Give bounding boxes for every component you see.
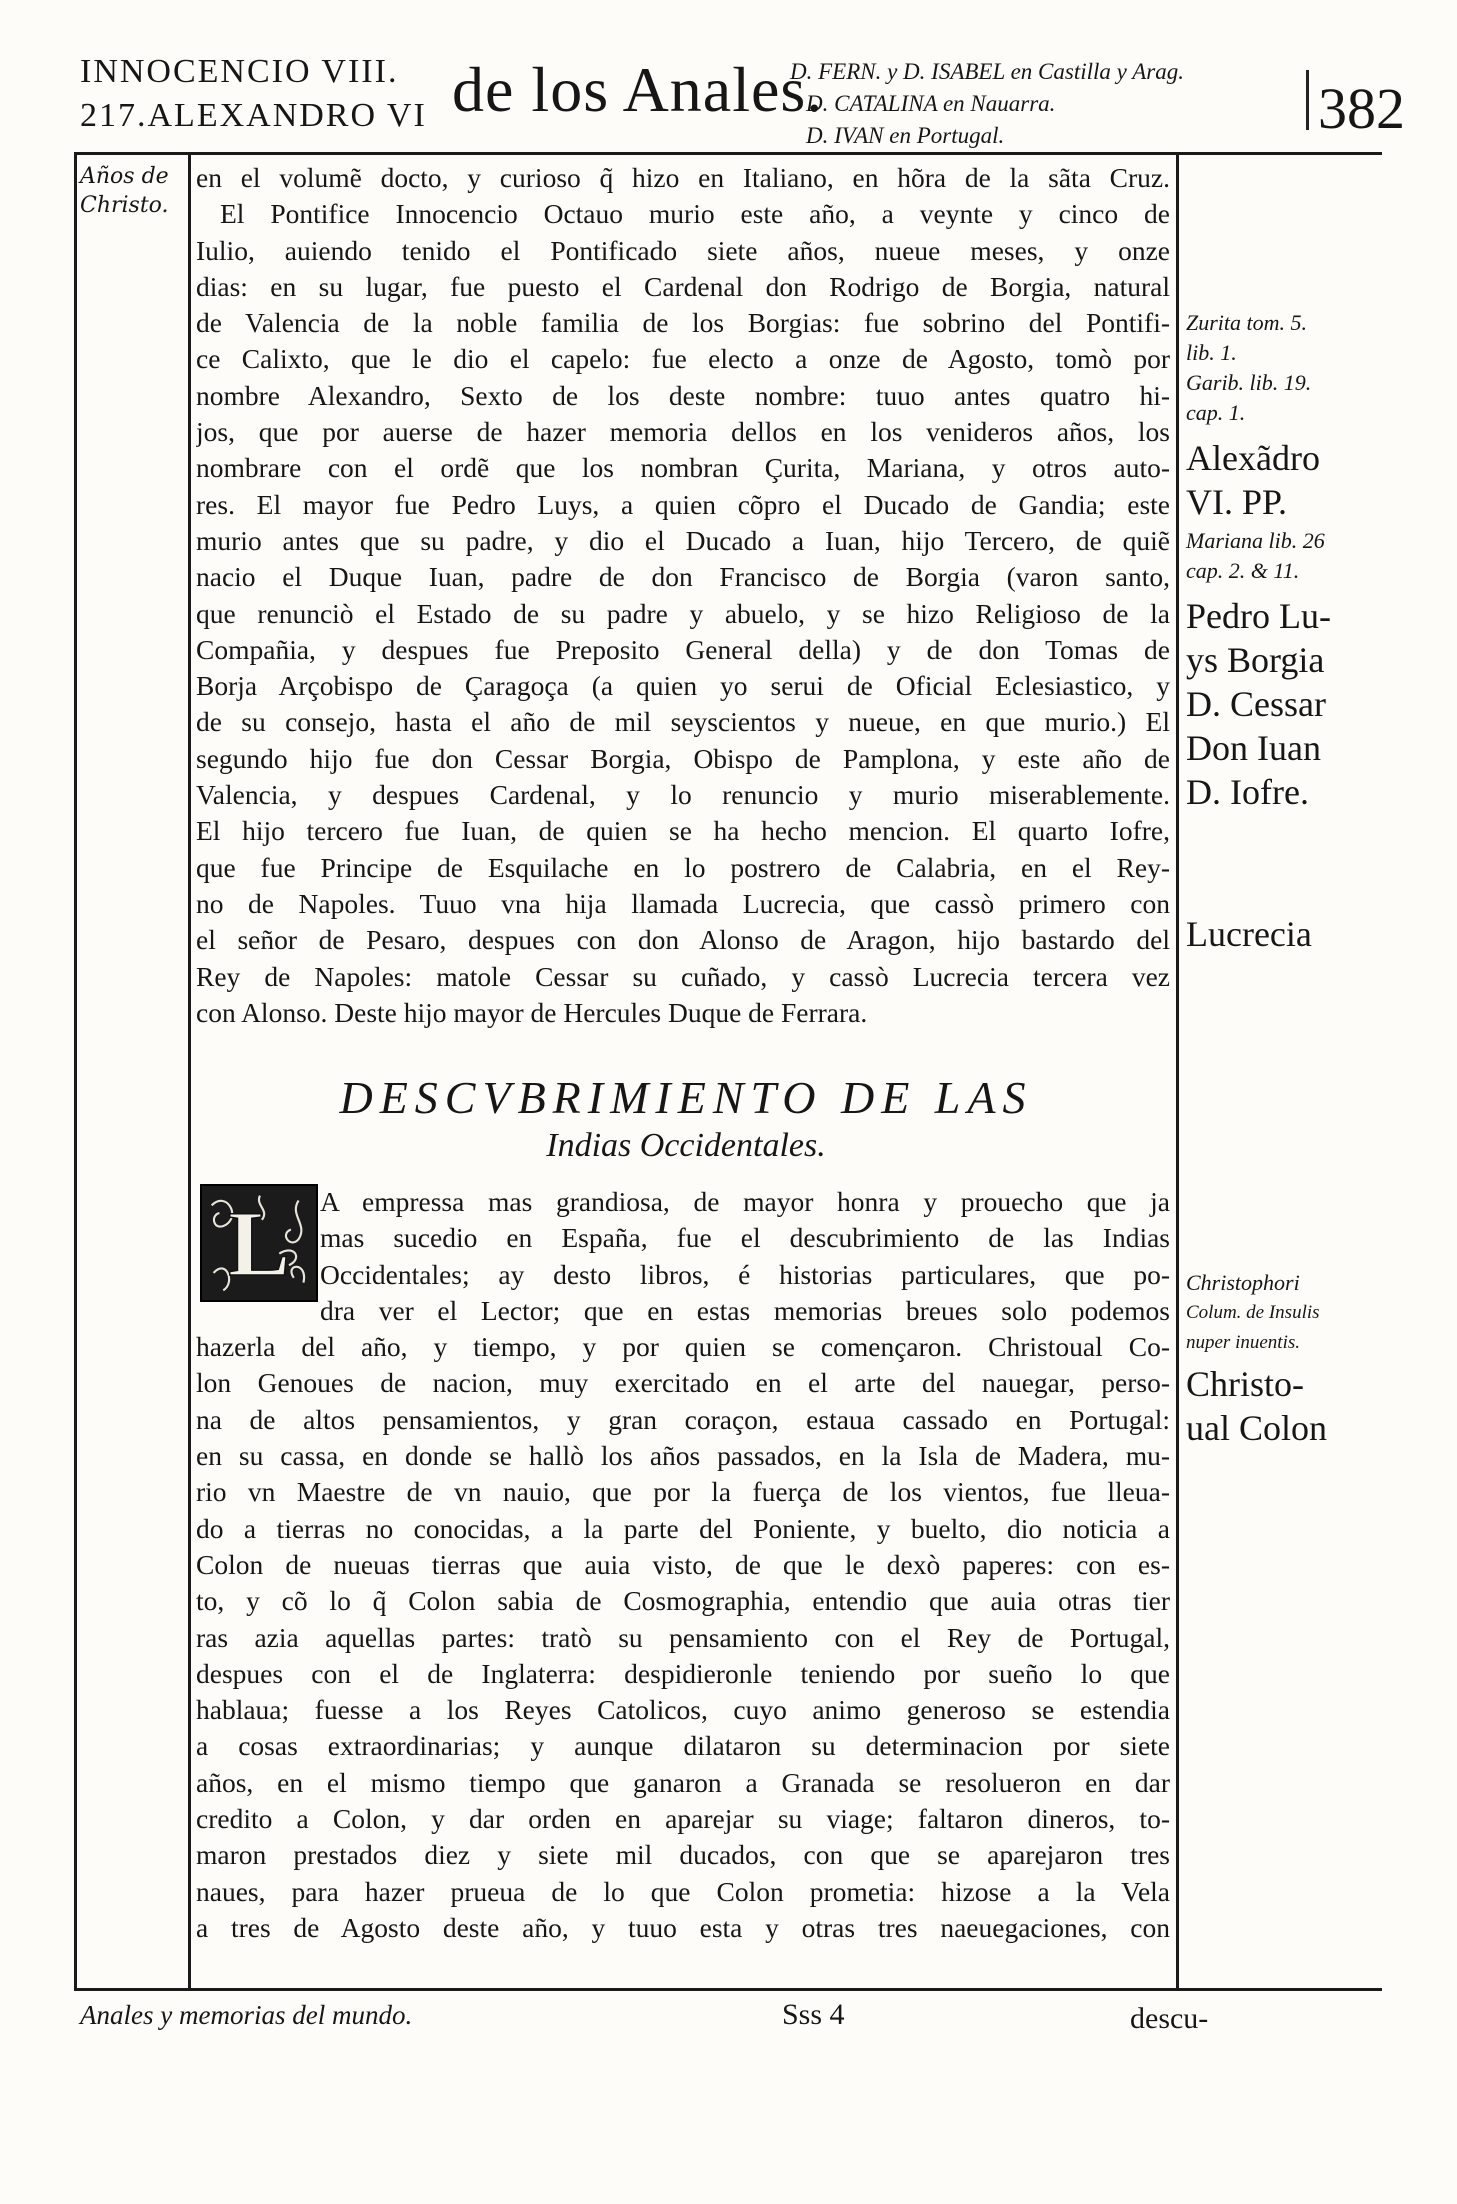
monarchs-line-2: D. CATALINA en Nauarra. (806, 91, 1056, 116)
section-line: A empressa mas grandiosa, de mayor honra y prouecho que ja (320, 1186, 1170, 1217)
body-line: res. El mayor fue Pedro Luys, a quien cõpro el Ducado de Gandia; este (196, 488, 1170, 520)
section-line: naues, para hazer prueua de lo que Colon prometia: hizose a la Vela (196, 1875, 1170, 1907)
bottom-rule (74, 1988, 1382, 1991)
section-line: ras azia aquellas partes: tratò su pensamiento con el Rey de Portugal, (196, 1621, 1170, 1653)
body-line: Rey de Napoles: matole Cessar su cuñado, y cassò Lucrecia tercera vez (196, 960, 1170, 992)
body-line: con Alonso. Deste hijo mayor de Hercules Duque de Ferrara. (196, 996, 868, 1028)
body-line: nombrare con el ordẽ que los nombran Çurita, Mariana, y otros auto- (196, 452, 1170, 484)
section-line: to, y cõ lo q̃ Colon sabia de Cosmographia, entendio que auia otras tier (196, 1585, 1170, 1617)
margin-note-line: Pedro Lu- (1186, 596, 1331, 636)
page-number: 382 (1318, 76, 1405, 141)
margin-note-line: D. Iofre. (1186, 772, 1309, 812)
section-line: Occidentales; ay desto libros, é historias particulares, que po- (320, 1258, 1170, 1290)
section-line: na de altos pensamientos, y gran coraçon, estaua cassado en Portugal: (196, 1403, 1170, 1435)
section-line: años, en el mismo tiempo que ganaron a Granada se resolueron en dar (196, 1766, 1170, 1798)
margin-note-line: Christophori (1186, 1270, 1300, 1295)
monarchs-line-1: D. FERN. y D. ISABEL en Castilla y Arag. (790, 59, 1184, 84)
margin-note-line: nuper inuentis. (1186, 1332, 1300, 1353)
section-subtitle: Indias Occidentales. (546, 1127, 826, 1164)
pope-line-2: 217.ALEXANDRO VI (80, 97, 427, 134)
section-line: a cosas extraordinarias; y aunque dilataron su determinacion por siete (196, 1730, 1170, 1762)
body-line: en el volumẽ docto, y curioso q̃ hizo en Italiano, en hõra de la sãta Cruz. (196, 162, 1170, 193)
section-line: do a tierras no conocidas, a la parte del Poniente, y buelto, dio noticia a (196, 1512, 1170, 1544)
body-line: El hijo tercero fue Iuan, de quien se ha hecho mencion. El quarto Iofre, (196, 815, 1170, 847)
margin-note-line: cap. 1. (1186, 400, 1246, 425)
section-line: en su cassa, en donde se hallò los años passados, en la Isla de Madera, mu- (196, 1440, 1170, 1472)
margin-note-alexandro (1186, 436, 1320, 524)
section-line: maron prestados diez y siete mil ducados, con que se aparejaron tres (196, 1839, 1170, 1871)
pope-line-1: INNOCENCIO VIII. (80, 53, 399, 90)
section-line: rio vn Maestre de vn nauio, que por la fuerça de los vientos, fue lleua- (196, 1476, 1170, 1508)
monarchs-line-3: D. IVAN en Portugal. (806, 123, 1005, 148)
section-line: a tres de Agosto deste año, y tuuo esta y otras tres naeuegaciones, con (196, 1911, 1170, 1943)
margin-note-line: Don Iuan (1186, 728, 1321, 768)
body-line: jos, que por auerse de hazer memoria dellos en los venideros años, los (196, 416, 1170, 448)
section-title: DESCVBRIMIENTO DE LAS (339, 1072, 1033, 1123)
margin-note-line: Alexãdro (1186, 438, 1320, 478)
running-head-right (790, 56, 1184, 152)
margin-note-line: VI. PP. (1186, 482, 1288, 522)
margin-note-zurita (1186, 308, 1311, 428)
top-rule (74, 152, 1382, 155)
body-line: dias: en su lugar, fue puesto el Cardenal don Rodrigo de Borgia, natural (196, 270, 1170, 302)
body-line: de su consejo, hasta el año de mil seyscientos y nueue, en que murio.) El (196, 706, 1170, 738)
years-label-line-2: Christo. (80, 193, 169, 218)
years-column-label (80, 162, 169, 220)
body-line: ce Calixto, que le dio el capelo: fue electo a onze de Agosto, tomò por (196, 343, 1170, 375)
section-line: lon Genoues de nacion, muy exercitado en el arte del nauegar, perso- (196, 1367, 1170, 1399)
section-line: Colon de nueuas tierras que auia visto, de que le dexò paperes: con es- (196, 1548, 1170, 1580)
margin-note-line: Garib. lib. 19. (1186, 370, 1312, 395)
body-line: el señor de Pesaro, despues con don Alonso de Aragon, hijo bastardo del (196, 924, 1170, 956)
margin-note-borgia-sons (1186, 594, 1331, 814)
body-line: segundo hijo fue don Cessar Borgia, Obispo de Pamplona, y este año de (196, 742, 1170, 774)
body-text (196, 160, 1170, 1031)
section-line: mas sucedio en España, fue el descubrimiento de las Indias (320, 1222, 1170, 1254)
body-line: Borja Arçobispo de Çaragoça (a quien yo serui de Oficial Eclesiastico, y (196, 670, 1170, 702)
section-line: dra ver el Lector; que en estas memorias breues solo podemos (320, 1294, 1170, 1326)
signature-mark: Sss 4 (782, 1998, 845, 2031)
body-line: nombre Alexandro, Sexto de los deste nombre: tuuo antes quatro hi- (196, 379, 1170, 411)
margin-note-christoual (1186, 1362, 1327, 1450)
body-line: de Valencia de la noble familia de los Borgias: fue sobrino del Pontifi- (196, 307, 1170, 339)
margin-note-line: ys Borgia (1186, 640, 1325, 680)
section-body-text (196, 1184, 1170, 1946)
margin-note-mariana (1186, 526, 1325, 586)
section-line: despues con el de Inglaterra: despidieronle teniendo por sueño lo que (196, 1657, 1170, 1689)
margin-note-line: cap. 2. & 11. (1186, 558, 1300, 583)
body-line: no de Napoles. Tuuo vna hija llamada Lucrecia, que cassò primero con (196, 887, 1170, 919)
section-line: credito a Colon, y dar orden en aparejar su viage; faltaron dineros, to- (196, 1803, 1170, 1835)
body-line: nacio el Duque Iuan, padre de don Francisco de Borgia (varon santo, (196, 561, 1170, 593)
margin-note-rule (1176, 152, 1179, 1990)
margin-note-line: Christo- (1186, 1364, 1305, 1404)
body-line: que fue Principe de Esquilache en lo postrero de Calabria, en el Rey- (196, 851, 1170, 883)
margin-note-line: D. Cessar (1186, 684, 1326, 724)
body-line: Iulio, auiendo tenido el Pontificado siete años, nueue meses, y onze (196, 234, 1170, 266)
page-number-divider (1306, 70, 1309, 130)
section-line: hazerla del año, y tiempo, y por quien se començaron. Christoual Co- (196, 1331, 1170, 1363)
margin-note-line: lib. 1. (1186, 340, 1237, 365)
year-column-rule (188, 152, 191, 1990)
margin-note-line: Mariana lib. 26 (1186, 528, 1325, 553)
margin-note-line: ual Colon (1186, 1408, 1327, 1448)
margin-note-christophori (1186, 1268, 1320, 1358)
section-line: hablaua; fuesse a los Reyes Catolicos, cuyo animo generoso se estendia (196, 1694, 1170, 1726)
body-line: El Pontifice Innocencio Octauo murio este año, a veynte y cinco de (220, 198, 1170, 230)
running-head-left (80, 50, 427, 138)
body-line: Valencia, y despues Cardenal, y lo renuncio y murio miserablemente. (196, 779, 1170, 811)
body-line: que renunciò el Estado de su padre y abuelo, y se hizo Religioso de la (196, 597, 1170, 629)
margin-note-line: Colum. de Insulis (1186, 1302, 1320, 1323)
body-line: Compañia, y despues fue Preposito General della) y de don Tomas de (196, 633, 1170, 665)
margin-note-line: Zurita tom. 5. (1186, 310, 1308, 335)
outer-left-rule (74, 152, 77, 1990)
catchword: descu- (1130, 2002, 1209, 2035)
years-label-line-1: Años de (80, 164, 169, 189)
running-head-title: de los Anales. (452, 54, 824, 125)
margin-note-lucrecia: Lucrecia (1186, 914, 1312, 954)
body-line: murio antes que su padre, y dio el Ducado a Iuan, hijo Tercero, de quiẽ (196, 524, 1170, 556)
initial-letter: L (228, 1192, 290, 1296)
footer-title: Anales y memorias del mundo. (80, 2000, 413, 2030)
